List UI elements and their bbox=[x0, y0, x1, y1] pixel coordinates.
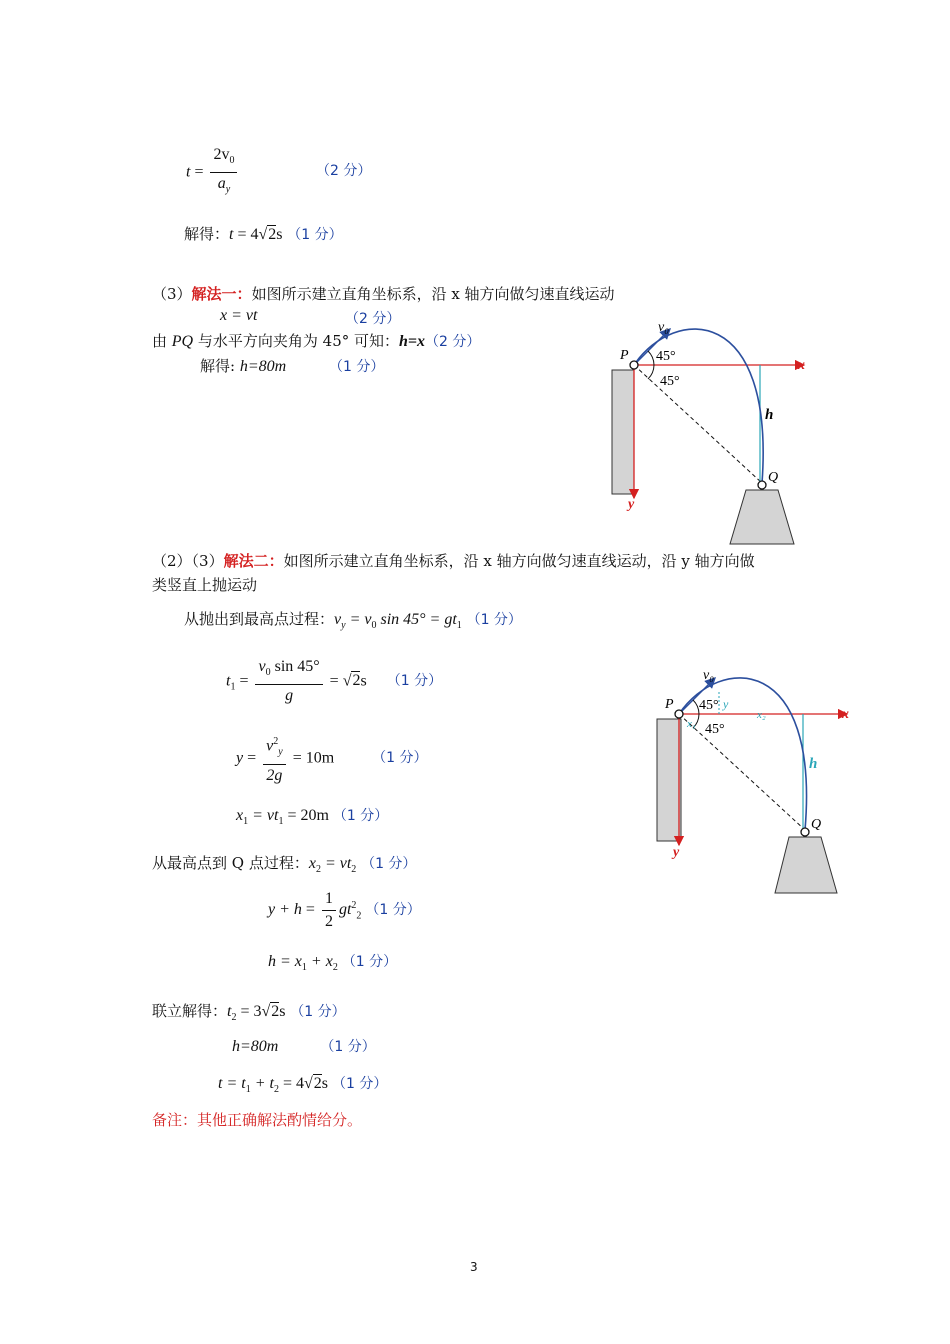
label-h: h bbox=[809, 756, 818, 772]
label-y-small: y bbox=[723, 697, 729, 711]
label-x: x bbox=[798, 358, 805, 373]
label-x1: x₁ bbox=[687, 718, 696, 730]
eq-hx: $h = x_1 + x_2$ （1 分） bbox=[268, 953, 398, 974]
eq-h: h=80m （1 分） bbox=[232, 1038, 376, 1055]
label-angle1: 45° bbox=[656, 349, 676, 364]
label-y: y bbox=[673, 845, 680, 860]
eq-t1: $t_1$ = $\frac{v_0 \sin 45^\circ}{g}$ = √2s （1 分） bbox=[226, 658, 443, 705]
platform bbox=[775, 837, 837, 893]
solve-line: 解得：t = 4√2s （1 分） bbox=[184, 225, 343, 243]
note: 备注：其他正确解法酌情给分。 bbox=[152, 1111, 363, 1129]
pillar bbox=[612, 370, 634, 494]
point-p bbox=[675, 710, 683, 718]
method1-result: 解得: h=80m （1 分） bbox=[200, 357, 385, 375]
method2-heading: （2）（3）解法二：如图所示建立直角坐标系，沿 x 轴方向做匀速直线运动，沿 y 轴方向做 bbox=[152, 552, 755, 570]
method1-line2: 由 PQ 与水平方向夹角为 45° 可知：h=x（2 分） bbox=[152, 332, 481, 350]
platform bbox=[730, 490, 794, 544]
combine-line: 联立解得：$t_2 = 3√2s$ （1 分） bbox=[152, 1002, 346, 1024]
points-badge: （2 分） bbox=[316, 163, 372, 179]
diagram-1 bbox=[600, 315, 820, 545]
eq-y: y = $\frac{v^2_y}{2g}$ = 10m （1 分） bbox=[236, 733, 428, 785]
label-x: x bbox=[842, 707, 849, 722]
label-q: Q bbox=[811, 817, 822, 832]
label-h: h bbox=[765, 407, 774, 423]
diagram-2 bbox=[645, 662, 860, 898]
eq-t-formula: t = $\frac{2v_0}{a_y}$ bbox=[186, 146, 240, 199]
label-p: P bbox=[665, 697, 674, 712]
points-badge: （2 分） bbox=[345, 311, 401, 327]
label-x2: x₂ bbox=[757, 709, 766, 721]
label-y: y bbox=[628, 497, 635, 512]
label-v0: v₀ bbox=[703, 668, 715, 683]
label-angle2: 45° bbox=[660, 374, 680, 389]
step1-line: 从抛出到最高点过程：$v_y = v_0$ $\sin 45^\circ = gt_1$ （1 分） bbox=[184, 610, 522, 632]
method1-heading: （3）解法一：如图所示建立直角坐标系，沿 x 轴方向做匀速直线运动 bbox=[152, 285, 615, 303]
pq-line bbox=[634, 365, 762, 483]
eq-x1: $x_1 = vt_1 = 20m$ （1 分） bbox=[236, 807, 389, 828]
trajectory bbox=[634, 329, 763, 483]
method2-heading-cont: 类竖直上抛运动 bbox=[152, 576, 258, 594]
label-p: P bbox=[620, 348, 629, 363]
label-q: Q bbox=[768, 470, 779, 485]
method1-eq1: x = vt bbox=[220, 307, 258, 324]
eq-t-total: $t = t_1 + t_2 = 4√2s$ （1 分） bbox=[218, 1075, 388, 1096]
pillar bbox=[657, 719, 681, 841]
label-v0: v₀ bbox=[658, 320, 670, 335]
point-q bbox=[801, 828, 809, 836]
label-angle1: 45° bbox=[699, 698, 719, 713]
step2-line: 从最高点到 Q 点过程：$x_2 = vt_2$ （1 分） bbox=[152, 854, 417, 876]
eq-yh: y + h = $\frac{1}{2}$ $gt^2_2$ （1 分） bbox=[268, 890, 421, 930]
label-angle2: 45° bbox=[705, 722, 725, 737]
page-number: 3 bbox=[470, 1260, 478, 1274]
point-p bbox=[630, 361, 638, 369]
point-q bbox=[758, 481, 766, 489]
pq-line bbox=[679, 714, 805, 830]
